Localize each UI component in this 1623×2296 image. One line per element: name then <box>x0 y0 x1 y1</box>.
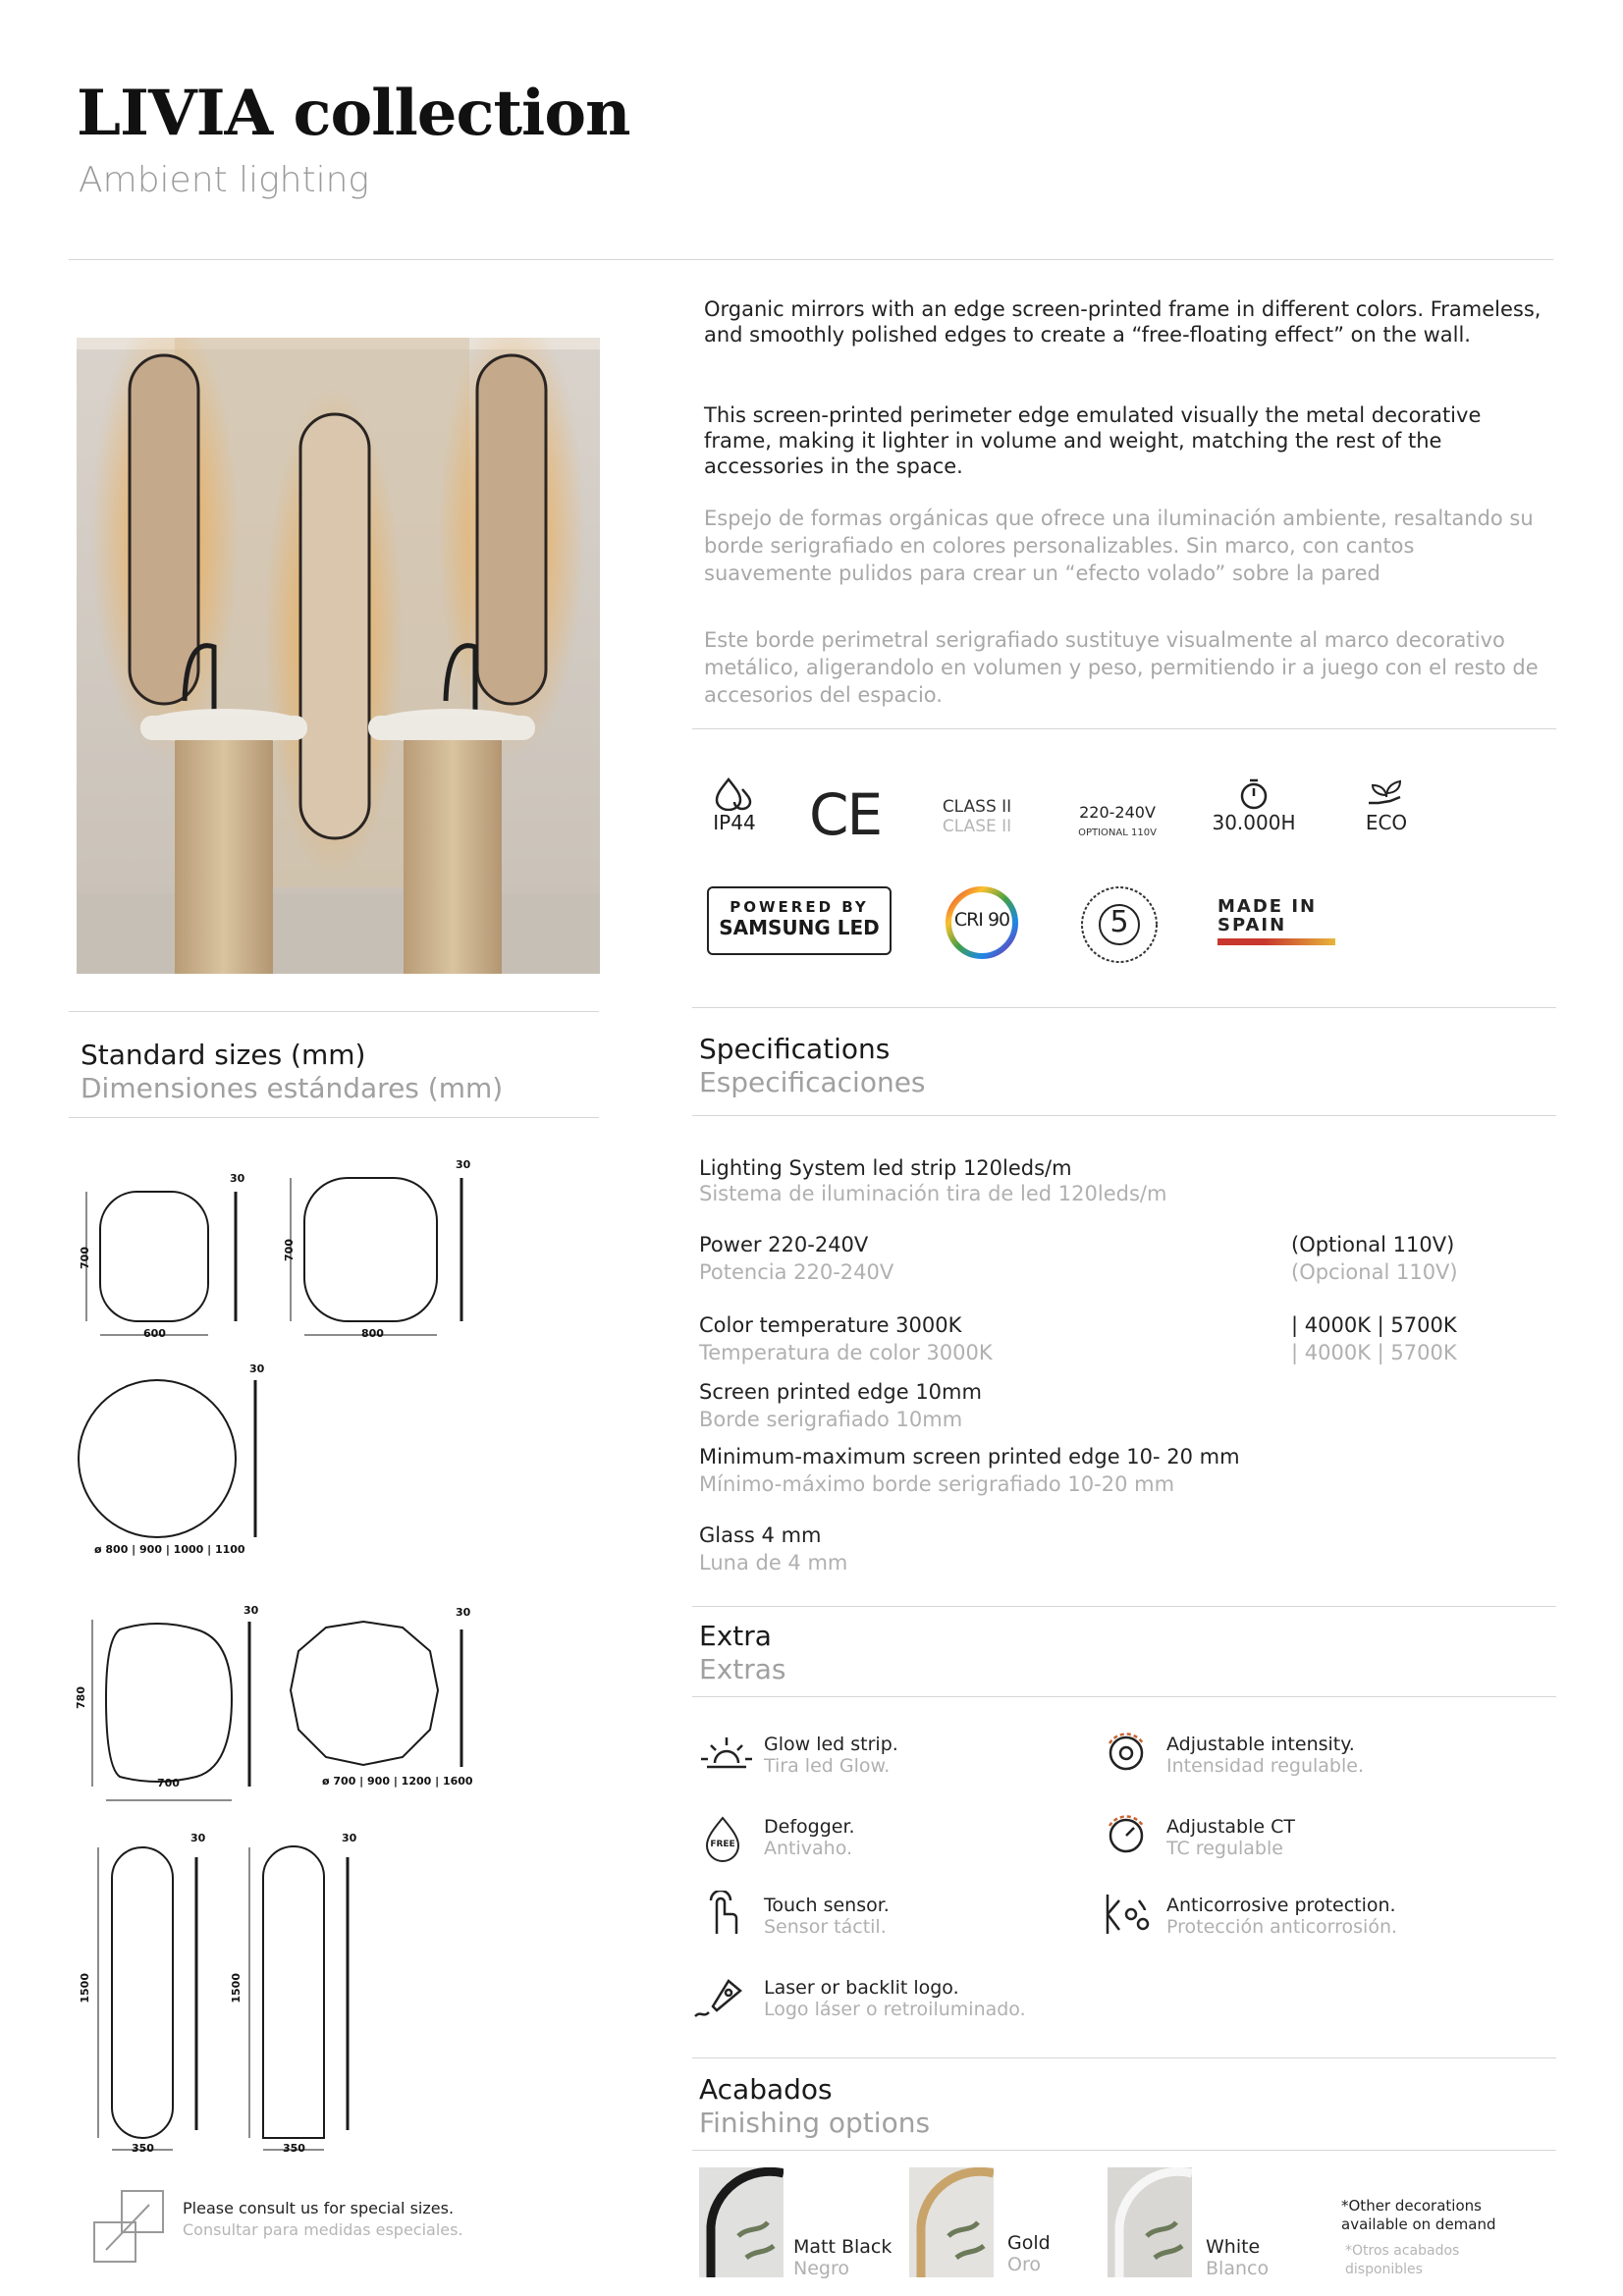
spec-color-opt-en: | 4000K | 5700K <box>1291 1313 1457 1337</box>
extra-defogger-es: Antivaho. <box>764 1838 853 1859</box>
description-es-1: Espejo de formas orgánicas que ofrece una iluminación ambiente, resaltando su borde serigrafiado en colores personalizables. Sin marco, con cantos suavemente pulidos para crear un “efecto volado” sobre la pared <box>704 507 1534 585</box>
extra-intensity-es: Intensidad regulable. <box>1166 1755 1364 1777</box>
description-divider <box>692 728 1556 729</box>
page-title: LIVIA collection <box>77 77 630 150</box>
eco-badge: ECO <box>1357 775 1416 834</box>
description-en-1: Organic mirrors with an edge screen-printed frame in different colors. Frameless, and smoothly polished edges to create a “free-floating effect” on the wall. <box>704 297 1542 347</box>
extra-intensity-en: Adjustable intensity. <box>1166 1734 1355 1755</box>
finish-white-es: Blanco <box>1206 2258 1270 2279</box>
extras-title-en: Extra <box>699 1620 772 1652</box>
finish-black-en: Matt Black <box>793 2236 893 2258</box>
spec-power-en: Power 220-240V <box>699 1233 869 1256</box>
finish-swatch-white <box>1108 2167 1192 2277</box>
spain-flag-bar <box>1217 938 1335 945</box>
water-drop-icon <box>715 777 754 811</box>
anticorrosive-icon <box>1102 1891 1151 1938</box>
spec-glass-es: Luna de 4 mm <box>699 1551 848 1575</box>
touch-hand-icon <box>703 1891 742 1938</box>
extra-ct-en: Adjustable CT <box>1166 1816 1295 1838</box>
spec-color-es: Temperatura de color 3000K <box>699 1341 993 1364</box>
description-es-2: Este borde perimetral serigrafiado sustituye visualmente al marco decorativo metálico, aligerandolo en volumen y peso, permitiendo ir a juego con el resto de accesorios del espacio. <box>704 628 1539 707</box>
extra-logo-es: Logo láser o retroiluminado. <box>764 1999 1026 2020</box>
sizes-top-divider <box>69 1011 599 1012</box>
finishes-bottom-divider <box>692 2150 1556 2151</box>
header-divider <box>69 259 1553 260</box>
spec-color-en: Color temperature 3000K <box>699 1313 962 1337</box>
finish-swatch-black <box>699 2167 784 2277</box>
page-subtitle: Ambient lighting <box>79 160 370 200</box>
specs-top-divider <box>692 1007 1556 1008</box>
spec-glass-en: Glass 4 mm <box>699 1523 822 1547</box>
special-sizes-en: Please consult us for special sizes. <box>183 2199 455 2217</box>
finish-black-es: Negro <box>793 2258 849 2279</box>
extra-ct-es: TC regulable <box>1166 1838 1283 1859</box>
cri90-badge: CRI 90 <box>943 883 1021 962</box>
finishes-top-divider <box>692 2057 1556 2058</box>
spec-color-opt-es: | 4000K | 5700K <box>1291 1341 1457 1364</box>
sizes-title-es: Dimensiones estándares (mm) <box>81 1072 504 1104</box>
finish-gold-en: Gold <box>1007 2232 1051 2254</box>
spec-edge-es: Borde serigrafiado 10mm <box>699 1408 963 1431</box>
specs-bottom-divider <box>692 1115 1556 1116</box>
finish-gold-es: Oro <box>1007 2254 1041 2275</box>
finish-white-en: White <box>1206 2236 1261 2258</box>
finishes-note-en: *Other decorations available on demand <box>1341 2197 1496 2233</box>
color-temp-dial-icon <box>1100 1812 1153 1855</box>
spec-edge-en: Screen printed edge 10mm <box>699 1380 982 1404</box>
finish-swatch-gold <box>909 2167 994 2277</box>
class-ii-badge: CLASS II CLASE II <box>942 797 1012 836</box>
glow-led-icon <box>699 1734 754 1773</box>
extra-touch-es: Sensor táctil. <box>764 1916 887 1938</box>
spec-power-opt-es: (Opcional 110V) <box>1291 1260 1458 1284</box>
extra-glow-es: Tira led Glow. <box>764 1755 891 1777</box>
stopwatch-icon <box>1237 777 1271 811</box>
extra-glow-en: Glow led strip. <box>764 1734 898 1755</box>
specs-title-en: Specifications <box>699 1033 891 1065</box>
spec-power-opt-en: (Optional 110V) <box>1291 1233 1455 1256</box>
finishes-note-es: *Otros acabados disponibles <box>1345 2243 1460 2277</box>
description-en-2: This screen-printed perimeter edge emulated visually the metal decorative frame, making it lighter in volume and weight, matching the rest of the accessories in the space. <box>704 403 1482 478</box>
size-drawings: 600 700 30 800 700 30 ø 800 | 900 | 1000 | 1100 30 700 780 30 ø 700 | 900 | 1200 | 1600 30 350 1500 30 350 1500 30 <box>75 1158 473 2155</box>
extra-logo-en: Laser or backlit logo. <box>764 1977 959 1999</box>
special-sizes-es: Consultar para medidas especiales. <box>183 2220 463 2239</box>
extra-defogger-en: Defogger. <box>764 1816 855 1838</box>
special-sizes-icon <box>90 2187 169 2266</box>
extra-anticorrosive-en: Anticorrosive protection. <box>1166 1895 1396 1916</box>
defogger-icon: FREE <box>703 1816 742 1863</box>
spec-lighting-es: Sistema de iluminación tira de led 120leds/m <box>699 1182 1167 1205</box>
spec-minmax-es: Mínimo-máximo borde serigrafiado 10-20 mm <box>699 1472 1175 1496</box>
extra-anticorrosive-es: Protección anticorrosión. <box>1166 1916 1398 1938</box>
product-photo <box>77 338 600 974</box>
finishes-title-es: Acabados <box>699 2073 833 2106</box>
warranty-badge: 5 <box>1078 883 1161 966</box>
extras-title-es: Extras <box>699 1653 786 1685</box>
samsung-led-badge: POWERED BY SAMSUNG LED <box>707 886 892 955</box>
specs-title-es: Especificaciones <box>699 1066 926 1098</box>
sizes-bottom-divider <box>69 1117 599 1118</box>
made-in-spain-badge: MADE IN SPAIN <box>1217 897 1335 945</box>
voltage-badge: 220-240V OPTIONAL 110V <box>1078 803 1157 838</box>
ip44-badge: IP44 <box>709 777 760 834</box>
sizes-title-en: Standard sizes (mm) <box>81 1039 366 1071</box>
hours-badge: 30.000H <box>1210 777 1298 834</box>
spec-power-es: Potencia 220-240V <box>699 1260 894 1284</box>
spec-minmax-en: Minimum-maximum screen printed edge 10- 20 mm <box>699 1445 1240 1468</box>
extras-bottom-divider <box>692 1696 1556 1697</box>
finishes-title-en: Finishing options <box>699 2107 931 2139</box>
extra-touch-en: Touch sensor. <box>764 1895 890 1916</box>
pen-nib-icon <box>693 1973 748 2020</box>
extras-top-divider <box>692 1606 1556 1607</box>
eco-plant-hand-icon <box>1365 775 1408 811</box>
spec-lighting-en: Lighting System led strip 120leds/m <box>699 1156 1072 1180</box>
ce-mark: CE <box>809 781 882 848</box>
intensity-dial-icon <box>1100 1730 1153 1773</box>
